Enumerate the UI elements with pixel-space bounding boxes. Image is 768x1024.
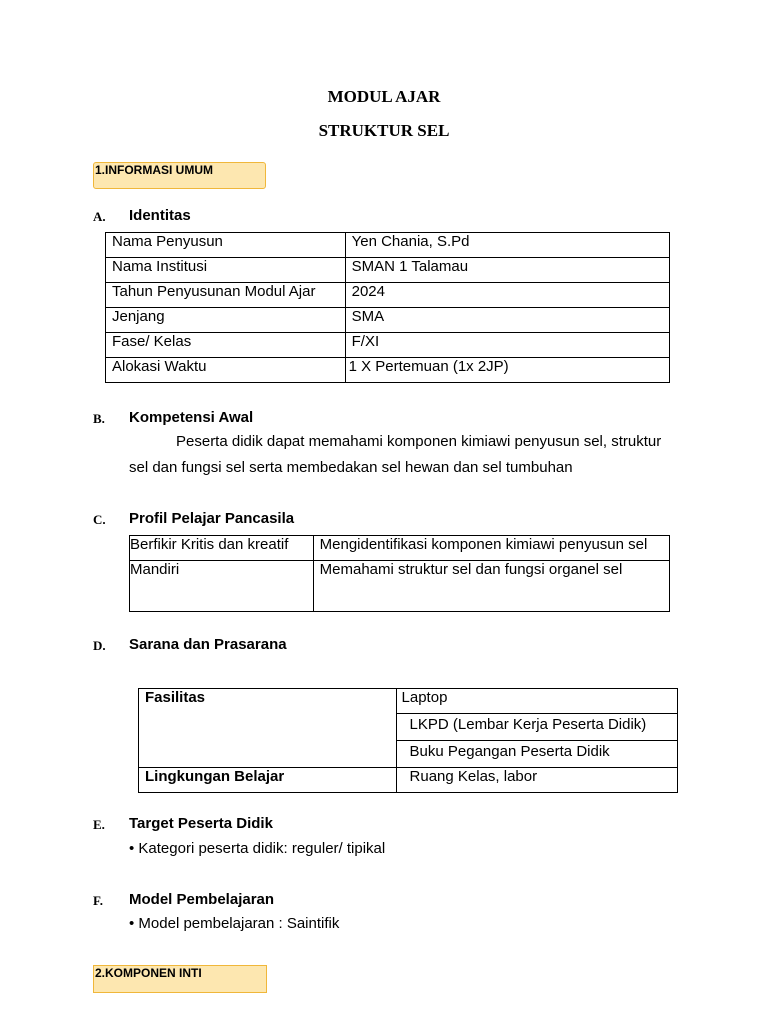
- kompetensi-awal-line-2: sel dan fungsi sel serta membedakan sel hewan dan sel tumbuhan: [129, 459, 573, 476]
- table-cell-value: F/XI: [345, 333, 669, 358]
- table-cell-value: Memahami struktur sel dan fungsi organel sel: [313, 561, 669, 612]
- document-title: MODUL AJAR: [327, 87, 441, 106]
- target-peserta-bullet: • Kategori peserta didik: reguler/ tipikal: [129, 840, 386, 857]
- section-informasi-umum-badge: 1.INFORMASI UMUM: [93, 162, 266, 189]
- model-pembelajaran-bullet: • Model pembelajaran : Saintifik: [129, 915, 340, 932]
- sarana-prasarana-heading: Sarana dan Prasarana: [129, 636, 287, 653]
- table-row: [130, 536, 670, 561]
- table-cell-label: Nama Penyusun: [106, 233, 346, 258]
- table-row: [106, 308, 670, 333]
- section-a-letter: A.: [93, 209, 106, 224]
- identitas-heading: Identitas: [129, 207, 191, 224]
- table-cell-label: Berfikir Kritis dan kreatif: [130, 536, 314, 561]
- table-cell-label: Mandiri: [130, 561, 314, 612]
- profil-pelajar-table: [129, 535, 670, 612]
- table-row: [139, 689, 678, 714]
- section-komponen-inti-badge: 2.KOMPONEN INTI: [93, 965, 267, 993]
- table-row: [106, 258, 670, 283]
- fasilitas-item: Buku Pegangan Peserta Didik: [396, 741, 677, 768]
- section-f-letter: F.: [93, 893, 103, 908]
- section-b-letter: B.: [93, 411, 105, 426]
- table-row: [106, 233, 670, 258]
- table-row: [106, 333, 670, 358]
- kompetensi-awal-line-1: Peserta didik dapat memahami komponen kimiawi penyusun sel, struktur: [176, 433, 662, 450]
- table-cell-value: Mengidentifikasi komponen kimiawi penyusun sel: [313, 536, 669, 561]
- identitas-table: [105, 232, 670, 383]
- fasilitas-item: Laptop: [396, 689, 677, 714]
- table-cell-value: SMA: [345, 308, 669, 333]
- section-e-letter: E.: [93, 817, 105, 832]
- section-d-letter: D.: [93, 638, 106, 653]
- target-peserta-heading: Target Peserta Didik: [129, 815, 273, 832]
- lingkungan-belajar-value: Ruang Kelas, labor: [396, 768, 677, 793]
- table-row: [106, 358, 670, 383]
- fasilitas-label: Fasilitas: [139, 689, 397, 768]
- table-cell-label: Fase/ Kelas: [106, 333, 346, 358]
- table-row: [139, 768, 678, 793]
- table-cell-label: Nama Institusi: [106, 258, 346, 283]
- section-c-letter: C.: [93, 512, 106, 527]
- table-cell-value: 2024: [345, 283, 669, 308]
- table-row: [130, 561, 670, 612]
- table-cell-label: Jenjang: [106, 308, 346, 333]
- table-row: [106, 283, 670, 308]
- model-pembelajaran-heading: Model Pembelajaran: [129, 891, 275, 908]
- table-cell-value: SMAN 1 Talamau: [345, 258, 669, 283]
- table-cell-label: Alokasi Waktu: [106, 358, 346, 383]
- kompetensi-awal-heading: Kompetensi Awal: [129, 409, 254, 426]
- profil-pelajar-heading: Profil Pelajar Pancasila: [129, 510, 295, 527]
- table-cell-value: Yen Chania, S.Pd: [345, 233, 669, 258]
- document-subtitle: STRUKTUR SEL: [318, 121, 450, 140]
- table-cell-label: Tahun Penyusunan Modul Ajar: [106, 283, 346, 308]
- fasilitas-item: LKPD (Lembar Kerja Peserta Didik): [396, 714, 677, 741]
- lingkungan-belajar-label: Lingkungan Belajar: [139, 768, 397, 793]
- table-cell-value: 1 X Pertemuan (1x 2JP): [345, 358, 669, 383]
- sarana-prasarana-table: [138, 688, 678, 793]
